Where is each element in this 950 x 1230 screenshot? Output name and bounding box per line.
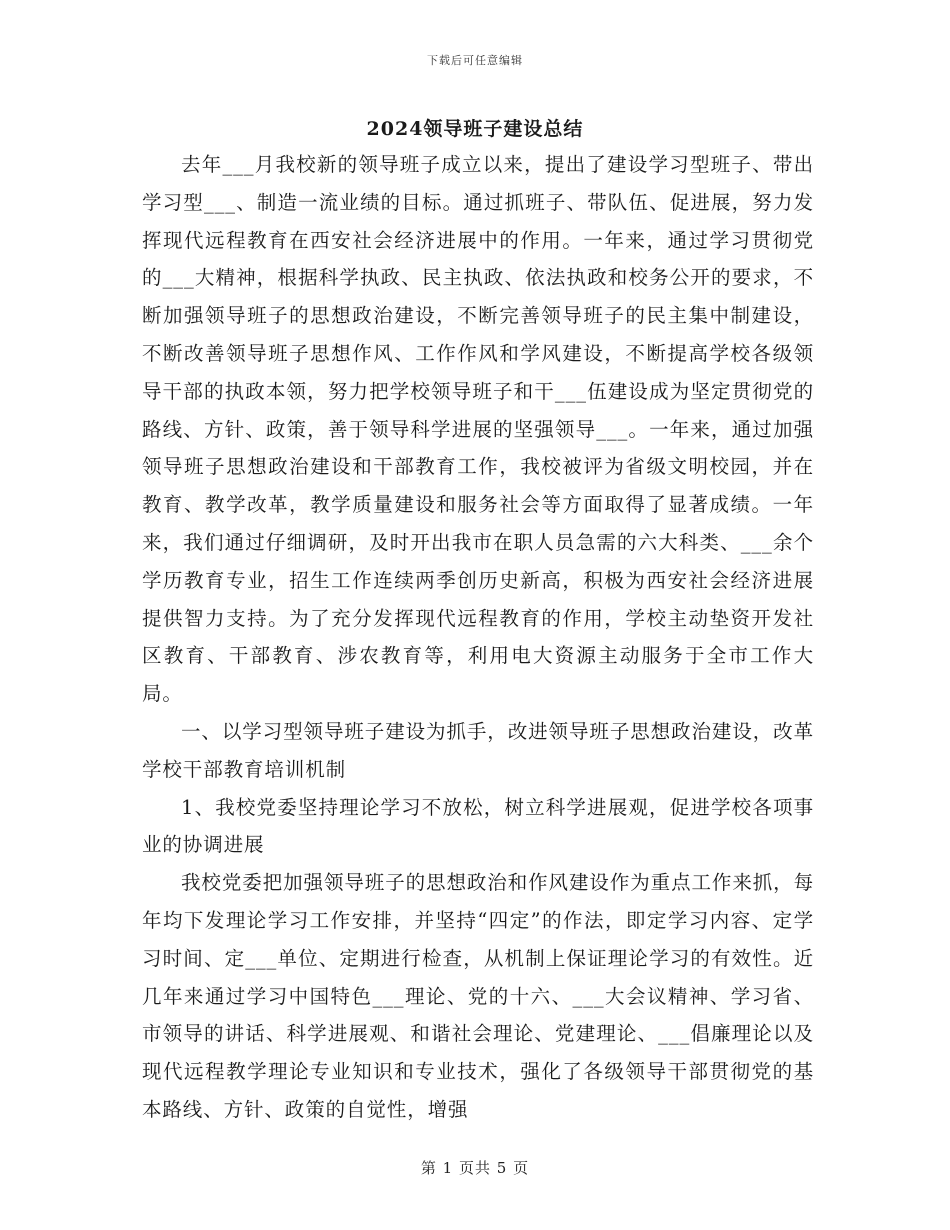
document-title: 2024领导班子建设总结 (366, 118, 584, 140)
document-body (142, 146, 814, 1129)
subsection-heading: 1、我校党委坚持理论学习不放松，树立科学进展观，促进学校各项事业的协调进展 (142, 795, 814, 857)
body-paragraph: 我校党委把加强领导班子的思想政治和作风建设作为重点工作来抓，每年均下发理论学习工作安排，并坚持“四定”的作法，即定学习内容、定学习时间、定___单位、定期进行检查，从机制上保证理论学习的有效性。近几年来通过学习中国特色___理论、党的十六、___大会议精神、学习省、市领导的讲话、科学进展观、和谐社会理论、党建理论、___倡廉理论以及现代远程教学理论专业知识和专业技术，强化了各级领导干部贯彻党的基本路线、方针、政策的自觉性，增强 (142, 871, 814, 1121)
header-note: 下载后可任意编辑 (427, 54, 523, 67)
page-indicator: 第 1 页共 5 页 (420, 1159, 530, 1177)
section-heading: 一、以学习型领导班子建设为抓手，改进领导班子思想政治建设，改革学校干部教育培训机制 (142, 719, 814, 781)
body-paragraph: 去年___月我校新的领导班子成立以来，提出了建设学习型班子、带出学习型___、制造一流业绩的目标。通过抓班子、带队伍、促进展，努力发挥现代远程教育在西安社会经济进展中的作用。一年来，通过学习贯彻党的___大精神，根据科学执政、民主执政、依法执政和校务公开的要求，不断加强领导班子的思想政治建设，不断完善领导班子的民主集中制建设，不断改善领导班子思想作风、工作作风和学风建设，不断提高学校各级领导干部的执政本领，努力把学校领导班子和干___伍建设成为坚定贯彻党的路线、方针、政策，善于领导科学进展的坚强领导___。一年来，通过加强领导班子思想政治建设和干部教育工作，我校被评为省级文明校园，并在教育、教学改革，教学质量建设和服务社会等方面取得了显著成绩。一年来，我们通过仔细调研，及时开出我市在职人员急需的六大科类、___余个学历教育专业，招生工作连续两季创历史新高，积极为西安社会经济进展提供智力支持。为了充分发挥现代远程教育的作用，学校主动垫资开发社区教育、干部教育、涉农教育等，利用电大资源主动服务于全市工作大局。 (142, 153, 814, 706)
